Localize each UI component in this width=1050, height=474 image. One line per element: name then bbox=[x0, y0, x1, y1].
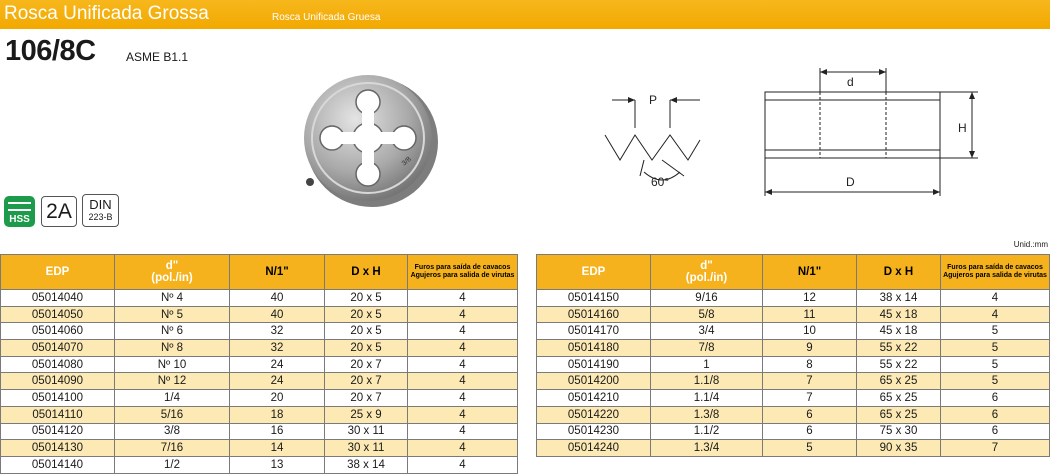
table-row bbox=[537, 306, 1050, 323]
cell-threads: 6 bbox=[763, 423, 857, 440]
cell-diameter: 5/8 bbox=[651, 306, 763, 323]
cell-edp: 05014040 bbox=[1, 290, 115, 307]
table-row bbox=[537, 406, 1050, 423]
table-row bbox=[537, 290, 1050, 307]
cell-dxh: 65 x 25 bbox=[857, 406, 941, 423]
cell-holes: 6 bbox=[941, 406, 1050, 423]
cell-dxh: 55 x 22 bbox=[857, 356, 941, 373]
cell-edp: 05014230 bbox=[537, 423, 651, 440]
col-edp-header: EDP bbox=[1, 255, 115, 290]
cell-holes: 4 bbox=[408, 306, 518, 323]
table-header-row bbox=[1, 255, 518, 290]
cell-edp: 05014050 bbox=[1, 306, 115, 323]
cell-edp: 05014210 bbox=[537, 390, 651, 407]
cell-threads: 5 bbox=[763, 440, 857, 457]
cell-holes: 4 bbox=[408, 340, 518, 357]
cell-holes: 5 bbox=[941, 356, 1050, 373]
table-row bbox=[1, 356, 518, 373]
table-row bbox=[1, 340, 518, 357]
tolerance-badge: 2A bbox=[41, 196, 77, 227]
cell-holes: 6 bbox=[941, 423, 1050, 440]
cell-threads: 40 bbox=[230, 290, 325, 307]
cell-threads: 10 bbox=[763, 323, 857, 340]
product-table-right bbox=[536, 254, 1050, 457]
col-n-header: N/1" bbox=[230, 255, 325, 290]
cell-edp: 05014120 bbox=[1, 423, 115, 440]
hss-badge: HSS bbox=[4, 196, 35, 227]
cell-threads: 20 bbox=[230, 390, 325, 407]
col-dxh-header: D x H bbox=[325, 255, 408, 290]
cell-diameter: 3/8 bbox=[115, 423, 230, 440]
round-die-image bbox=[300, 70, 440, 210]
cell-diameter: 3/4 bbox=[651, 323, 763, 340]
table-row bbox=[1, 406, 518, 423]
cell-holes: 7 bbox=[941, 440, 1050, 457]
table-row bbox=[537, 373, 1050, 390]
table-row bbox=[1, 306, 518, 323]
table-header-row bbox=[537, 255, 1050, 290]
cell-holes: 4 bbox=[941, 290, 1050, 307]
cell-holes: 4 bbox=[941, 306, 1050, 323]
cell-diameter: 9/16 bbox=[651, 290, 763, 307]
cell-dxh: 30 x 11 bbox=[325, 423, 408, 440]
cell-threads: 40 bbox=[230, 306, 325, 323]
cell-dxh: 20 x 7 bbox=[325, 356, 408, 373]
cell-dxh: 20 x 7 bbox=[325, 373, 408, 390]
table-row bbox=[537, 323, 1050, 340]
cell-edp: 05014110 bbox=[1, 406, 115, 423]
cell-threads: 7 bbox=[763, 373, 857, 390]
cell-edp: 05014160 bbox=[537, 306, 651, 323]
cell-edp: 05014140 bbox=[1, 456, 115, 473]
product-standard: ASME B1.1 bbox=[126, 50, 189, 64]
cell-holes: 5 bbox=[941, 373, 1050, 390]
hss-icon bbox=[8, 202, 31, 211]
dimension-diagram bbox=[600, 60, 980, 200]
header-bar bbox=[0, 0, 1050, 29]
col-d-header: d" (pol./in) bbox=[115, 255, 230, 290]
cell-edp: 05014220 bbox=[537, 406, 651, 423]
cell-diameter: 1.3/8 bbox=[651, 406, 763, 423]
height-label: H bbox=[958, 121, 967, 135]
cell-edp: 05014150 bbox=[537, 290, 651, 307]
cell-holes: 4 bbox=[408, 356, 518, 373]
pitch-label: P bbox=[649, 93, 658, 107]
cell-holes: 6 bbox=[941, 390, 1050, 407]
page-title: Rosca Unificada Grossa bbox=[4, 3, 209, 24]
cell-holes: 4 bbox=[408, 290, 518, 307]
table-row bbox=[1, 290, 518, 307]
cell-holes: 5 bbox=[941, 340, 1050, 357]
cell-diameter: 7/16 bbox=[115, 440, 230, 457]
cell-dxh: 20 x 7 bbox=[325, 390, 408, 407]
cell-edp: 05014180 bbox=[537, 340, 651, 357]
product-table-left bbox=[0, 254, 518, 474]
din-badge: DIN 223-B bbox=[82, 194, 119, 227]
cell-edp: 05014090 bbox=[1, 373, 115, 390]
cell-holes: 4 bbox=[408, 440, 518, 457]
cell-holes: 4 bbox=[408, 373, 518, 390]
cell-diameter: 1/4 bbox=[115, 390, 230, 407]
cell-diameter: 1.1/2 bbox=[651, 423, 763, 440]
cell-dxh: 45 x 18 bbox=[857, 323, 941, 340]
table-row bbox=[537, 440, 1050, 457]
cell-dxh: 75 x 30 bbox=[857, 423, 941, 440]
cell-dxh: 20 x 5 bbox=[325, 306, 408, 323]
cell-diameter: 1.3/4 bbox=[651, 440, 763, 457]
cell-diameter: 1.1/8 bbox=[651, 373, 763, 390]
cell-dxh: 65 x 25 bbox=[857, 390, 941, 407]
col-holes-header: Furos para saída de cavacos Agujeros para salida de virutas bbox=[941, 255, 1050, 290]
cell-dxh: 30 x 11 bbox=[325, 440, 408, 457]
cell-diameter: 5/16 bbox=[115, 406, 230, 423]
table-row bbox=[1, 423, 518, 440]
col-n-header: N/1" bbox=[763, 255, 857, 290]
table-row bbox=[1, 323, 518, 340]
col-holes-header: Furos para saída de cavacos Agujeros para salida de virutas bbox=[408, 255, 518, 290]
cell-threads: 6 bbox=[763, 406, 857, 423]
col-dxh-header: D x H bbox=[857, 255, 941, 290]
cell-diameter: 1 bbox=[651, 356, 763, 373]
table-row bbox=[537, 340, 1050, 357]
cell-edp: 05014240 bbox=[537, 440, 651, 457]
cell-holes: 4 bbox=[408, 390, 518, 407]
cell-threads: 24 bbox=[230, 373, 325, 390]
col-edp-header: EDP bbox=[537, 255, 651, 290]
cell-diameter: 1/2 bbox=[115, 456, 230, 473]
table-row bbox=[1, 440, 518, 457]
table-row bbox=[537, 356, 1050, 373]
cell-holes: 5 bbox=[941, 323, 1050, 340]
cell-threads: 16 bbox=[230, 423, 325, 440]
cell-edp: 05014200 bbox=[537, 373, 651, 390]
table-row bbox=[1, 390, 518, 407]
cell-dxh: 20 x 5 bbox=[325, 323, 408, 340]
svg-text:3/8: 3/8 bbox=[400, 155, 413, 168]
cell-edp: 05014070 bbox=[1, 340, 115, 357]
cell-threads: 32 bbox=[230, 323, 325, 340]
outer-diameter-label: D bbox=[846, 175, 855, 189]
cell-diameter: Nº 10 bbox=[115, 356, 230, 373]
cell-diameter: 1.1/4 bbox=[651, 390, 763, 407]
cell-threads: 14 bbox=[230, 440, 325, 457]
table-row bbox=[537, 390, 1050, 407]
cell-diameter: Nº 5 bbox=[115, 306, 230, 323]
cell-threads: 7 bbox=[763, 390, 857, 407]
page-subtitle: Rosca Unificada Gruesa bbox=[272, 12, 381, 23]
small-diameter-label: d bbox=[847, 75, 854, 89]
cell-threads: 11 bbox=[763, 306, 857, 323]
cell-edp: 05014170 bbox=[537, 323, 651, 340]
cell-dxh: 65 x 25 bbox=[857, 373, 941, 390]
product-model: 106/8C bbox=[5, 35, 96, 67]
table-row bbox=[1, 373, 518, 390]
cell-dxh: 90 x 35 bbox=[857, 440, 941, 457]
cell-holes: 4 bbox=[408, 323, 518, 340]
cell-dxh: 38 x 14 bbox=[325, 456, 408, 473]
cell-edp: 05014190 bbox=[537, 356, 651, 373]
cell-diameter: Nº 6 bbox=[115, 323, 230, 340]
cell-threads: 9 bbox=[763, 340, 857, 357]
cell-threads: 32 bbox=[230, 340, 325, 357]
cell-dxh: 20 x 5 bbox=[325, 290, 408, 307]
cell-threads: 24 bbox=[230, 356, 325, 373]
cell-holes: 4 bbox=[408, 406, 518, 423]
cell-edp: 05014060 bbox=[1, 323, 115, 340]
cell-dxh: 38 x 14 bbox=[857, 290, 941, 307]
cell-holes: 4 bbox=[408, 423, 518, 440]
col-d-header: d" (pol./in) bbox=[651, 255, 763, 290]
cell-diameter: Nº 8 bbox=[115, 340, 230, 357]
cell-edp: 05014130 bbox=[1, 440, 115, 457]
cell-edp: 05014080 bbox=[1, 356, 115, 373]
cell-dxh: 45 x 18 bbox=[857, 306, 941, 323]
cell-diameter: Nº 4 bbox=[115, 290, 230, 307]
angle-label: 60° bbox=[651, 175, 670, 189]
cell-threads: 12 bbox=[763, 290, 857, 307]
unit-note: Unid.:mm bbox=[1013, 240, 1048, 249]
cell-threads: 18 bbox=[230, 406, 325, 423]
cell-edp: 05014100 bbox=[1, 390, 115, 407]
cell-threads: 13 bbox=[230, 456, 325, 473]
table-row bbox=[1, 456, 518, 473]
table-row bbox=[537, 423, 1050, 440]
cell-holes: 4 bbox=[408, 456, 518, 473]
cell-diameter: Nº 12 bbox=[115, 373, 230, 390]
cell-diameter: 7/8 bbox=[651, 340, 763, 357]
cell-dxh: 55 x 22 bbox=[857, 340, 941, 357]
cell-dxh: 20 x 5 bbox=[325, 340, 408, 357]
cell-dxh: 25 x 9 bbox=[325, 406, 408, 423]
cell-threads: 8 bbox=[763, 356, 857, 373]
